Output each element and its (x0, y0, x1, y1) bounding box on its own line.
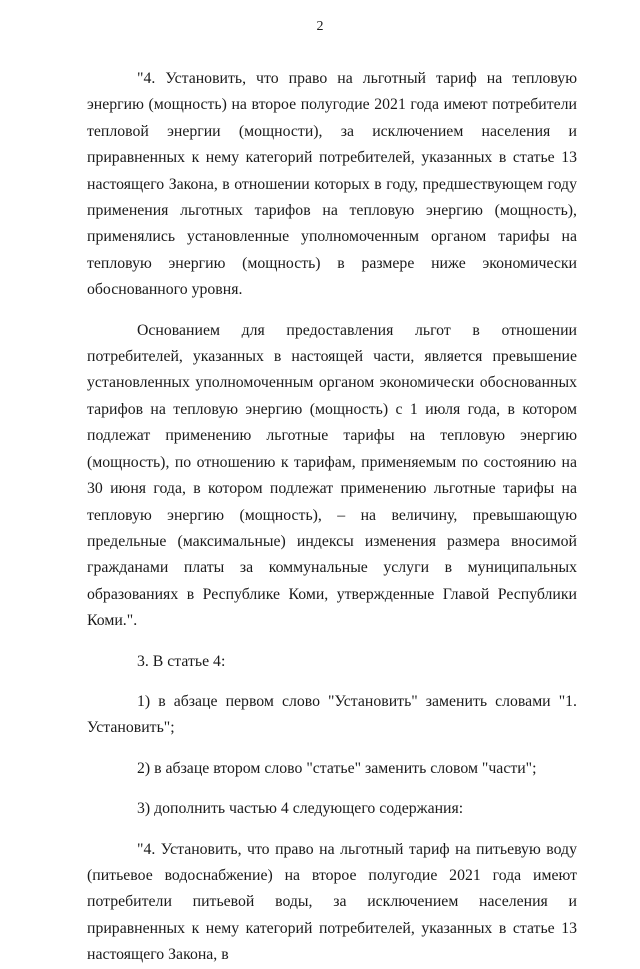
paragraph-tariff-heat-energy: "4. Установить, что право на льготный тариф на тепловую энергию (мощность) на второе полугодие 2021 года имеют потребители тепловой энергии (мощности), за исключением населения и приравненных к нему категорий потребителей, указанных в статье 13 настоящего Закона, в отношении которых в году, предшествующем году применения льготных тарифов на тепловую энергию (мощность), применялись установленные уполномоченным органом тарифы на тепловую энергию (мощность) в размере ниже экономически обоснованного уровня. (87, 70, 577, 299)
paragraph-article-4: 3. В статье 4: (137, 652, 226, 670)
document-body (87, 66, 577, 969)
paragraph-grounds-for-benefits: Основанием для предоставления льгот в отношении потребителей, указанных в настоящей части, является превышение установленных уполномоченным органом экономически обоснованных тарифов на тепловую энергию (мощность) с 1 июля года, в котором подлежат применению льготные тарифы на тепловую энергию (мощность), по отношению к тарифам, применяемым по состоянию на 30 июня года, в котором подлежат применению льготные тарифы на тепловую энергию (мощность), – на величину, превышающую предельные (максимальные) индексы изменения размера вносимой гражданами платы за коммунальные услуги в муниципальных образованиях в Республике Коми, утвержденные Главой Республики Коми.". (87, 321, 577, 630)
page-number: 2 (316, 19, 324, 34)
paragraph-item-1: 1) в абзаце первом слово "Установить" заменить словами "1. Установить"; (87, 692, 577, 737)
paragraph-item-3: 3) дополнить частью 4 следующего содержания: (137, 800, 464, 818)
paragraph-item-2: 2) в абзаце втором слово "статье" заменить словом "части"; (137, 759, 537, 777)
paragraph-tariff-drinking-water: "4. Установить, что право на льготный тариф на питьевую воду (питьевое водоснабжение) на второе полугодие 2021 года имеют потребители питьевой воды, за исключением населения и приравненных к нему категорий потребителей, указанных в статье 13 настоящего Закона, в (87, 840, 577, 964)
